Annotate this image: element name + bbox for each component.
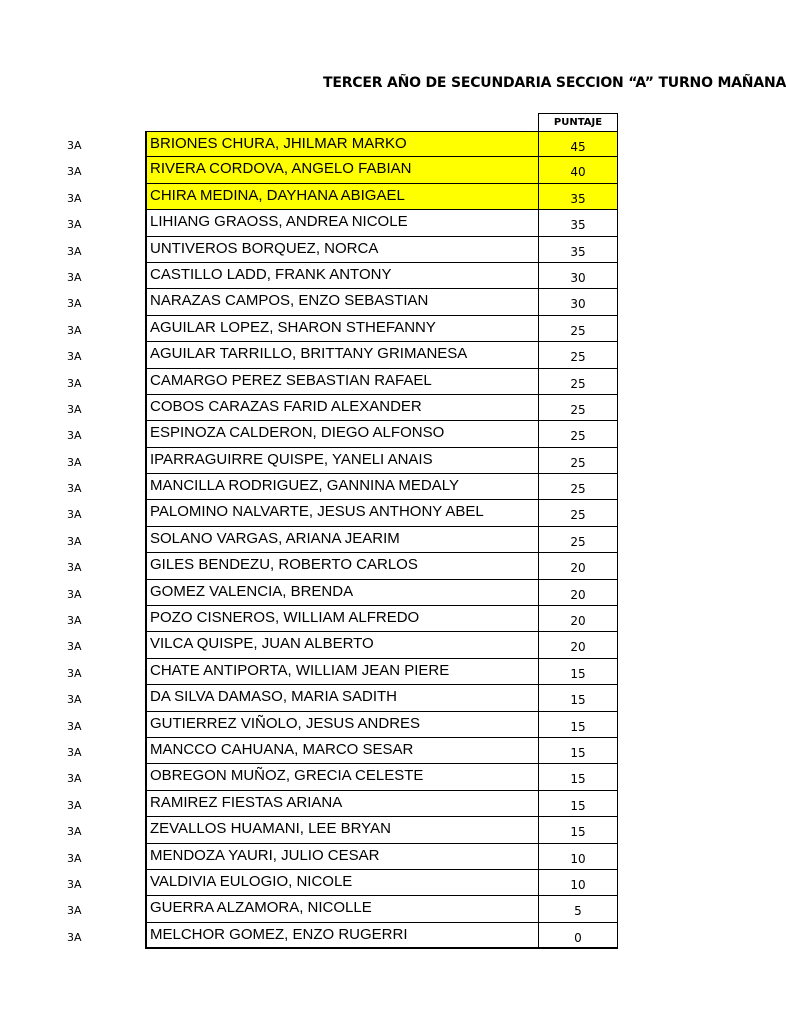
student-name-cell: CHIRA MEDINA, DAYHANA ABIGAEL [145,184,538,210]
score-cell: 35 [538,184,618,210]
table-row [0,632,768,658]
section-cell: 3A [67,534,82,548]
score-cell: 15 [538,659,618,685]
table-row [0,448,768,474]
table-row [0,527,768,553]
section-cell: 3A [67,376,82,390]
score-cell: 25 [538,500,618,526]
table-row [0,421,768,447]
score-cell: 25 [538,342,618,368]
student-name-cell: SOLANO VARGAS, ARIANA JEARIM [145,527,538,553]
score-cell: 25 [538,395,618,421]
section-cell: 3A [67,825,82,839]
table-row [0,316,768,342]
student-name-cell: IPARRAGUIRRE QUISPE, YANELI ANAIS [145,448,538,474]
table-row [0,685,768,711]
table-row [0,342,768,368]
section-cell: 3A [67,930,82,944]
section-cell: 3A [67,851,82,865]
score-cell: 25 [538,527,618,553]
student-name-cell: MENDOZA YAURI, JULIO CESAR [145,844,538,870]
table-row [0,369,768,395]
score-cell: 35 [538,210,618,236]
score-cell: 45 [538,131,618,157]
score-cell: 35 [538,237,618,263]
score-cell: 5 [538,896,618,922]
page-title: TERCER AÑO DE SECUNDARIA SECCION “A” TURNO MAÑANA [323,75,786,91]
student-name-cell: LIHIANG GRAOSS, ANDREA NICOLE [145,210,538,236]
score-cell: 15 [538,738,618,764]
table-row [0,553,768,579]
student-name-cell: MANCILLA RODRIGUEZ, GANNINA MEDALY [145,474,538,500]
section-cell: 3A [67,772,82,786]
student-name-cell: DA SILVA DAMASO, MARIA SADITH [145,685,538,711]
student-name-cell: AGUILAR TARRILLO, BRITTANY GRIMANESA [145,342,538,368]
score-cell: 10 [538,844,618,870]
student-name-cell: VALDIVIA EULOGIO, NICOLE [145,870,538,896]
section-cell: 3A [67,877,82,891]
table-row [0,923,768,949]
score-cell: 25 [538,316,618,342]
student-name-cell: POZO CISNEROS, WILLIAM ALFREDO [145,606,538,632]
student-name-cell: BRIONES CHURA, JHILMAR MARKO [145,131,538,157]
student-name-cell: PALOMINO NALVARTE, JESUS ANTHONY ABEL [145,500,538,526]
student-name-cell: GUTIERREZ VIÑOLO, JESUS ANDRES [145,712,538,738]
table-row [0,157,768,183]
score-cell: 10 [538,870,618,896]
score-cell: 20 [538,553,618,579]
section-cell: 3A [67,798,82,812]
section-cell: 3A [67,904,82,918]
table-row [0,289,768,315]
student-name-cell: CASTILLO LADD, FRANK ANTONY [145,263,538,289]
score-cell: 15 [538,791,618,817]
student-name-cell: CHATE ANTIPORTA, WILLIAM JEAN PIERE [145,659,538,685]
section-cell: 3A [67,297,82,311]
student-name-cell: GILES BENDEZU, ROBERTO CARLOS [145,553,538,579]
table-row [0,870,768,896]
table-row [0,210,768,236]
score-cell: 25 [538,421,618,447]
section-cell: 3A [67,402,82,416]
section-cell: 3A [67,614,82,628]
score-cell: 25 [538,448,618,474]
table-row [0,184,768,210]
score-cell: 0 [538,923,618,949]
section-cell: 3A [67,165,82,179]
section-cell: 3A [67,508,82,522]
student-name-cell: UNTIVEROS BORQUEZ, NORCA [145,237,538,263]
section-cell: 3A [67,350,82,364]
section-cell: 3A [67,693,82,707]
student-name-cell: NARAZAS CAMPOS, ENZO SEBASTIAN [145,289,538,315]
score-cell: 15 [538,764,618,790]
table-row [0,791,768,817]
table-row [0,263,768,289]
score-cell: 15 [538,712,618,738]
table-row [0,580,768,606]
section-cell: 3A [67,429,82,443]
student-name-cell: CAMARGO PEREZ SEBASTIAN RAFAEL [145,369,538,395]
section-cell: 3A [67,561,82,575]
table-row [0,500,768,526]
table-row [0,764,768,790]
score-cell: 25 [538,369,618,395]
table-row [0,659,768,685]
table-row [0,896,768,922]
section-cell: 3A [67,587,82,601]
score-cell: 40 [538,157,618,183]
table-row [0,606,768,632]
table-row [0,738,768,764]
table-row [0,237,768,263]
table-row [0,817,768,843]
section-cell: 3A [67,719,82,733]
student-name-cell: COBOS CARAZAS FARID ALEXANDER [145,395,538,421]
section-cell: 3A [67,139,82,152]
score-cell: 20 [538,606,618,632]
student-name-cell: RIVERA CORDOVA, ANGELO FABIAN [145,157,538,183]
table-row [0,844,768,870]
student-name-cell: GOMEZ VALENCIA, BRENDA [145,580,538,606]
score-cell: 20 [538,580,618,606]
section-cell: 3A [67,666,82,680]
score-cell: 30 [538,263,618,289]
score-cell: 20 [538,632,618,658]
score-cell: 25 [538,474,618,500]
student-name-cell: ESPINOZA CALDERON, DIEGO ALFONSO [145,421,538,447]
section-cell: 3A [67,270,82,284]
score-cell: 30 [538,289,618,315]
table-row [0,712,768,738]
table-row [0,131,768,157]
student-name-cell: OBREGON MUÑOZ, GRECIA CELESTE [145,764,538,790]
student-name-cell: AGUILAR LOPEZ, SHARON STHEFANNY [145,316,538,342]
section-cell: 3A [67,218,82,232]
student-name-cell: GUERRA ALZAMORA, NICOLLE [145,896,538,922]
score-cell: 15 [538,685,618,711]
section-cell: 3A [67,191,82,205]
student-name-cell: RAMIREZ FIESTAS ARIANA [145,791,538,817]
table-row [0,474,768,500]
score-column-header: PUNTAJE [538,113,618,131]
table-row [0,395,768,421]
section-cell: 3A [67,482,82,496]
section-cell: 3A [67,745,82,759]
section-cell: 3A [67,244,82,258]
section-cell: 3A [67,455,82,469]
section-cell: 3A [67,640,82,654]
student-name-cell: MELCHOR GOMEZ, ENZO RUGERRI [145,923,538,949]
student-score-table [0,131,768,949]
student-name-cell: VILCA QUISPE, JUAN ALBERTO [145,632,538,658]
student-name-cell: MANCCO CAHUANA, MARCO SESAR [145,738,538,764]
student-name-cell: ZEVALLOS HUAMANI, LEE BRYAN [145,817,538,843]
section-cell: 3A [67,323,82,337]
score-cell: 15 [538,817,618,843]
